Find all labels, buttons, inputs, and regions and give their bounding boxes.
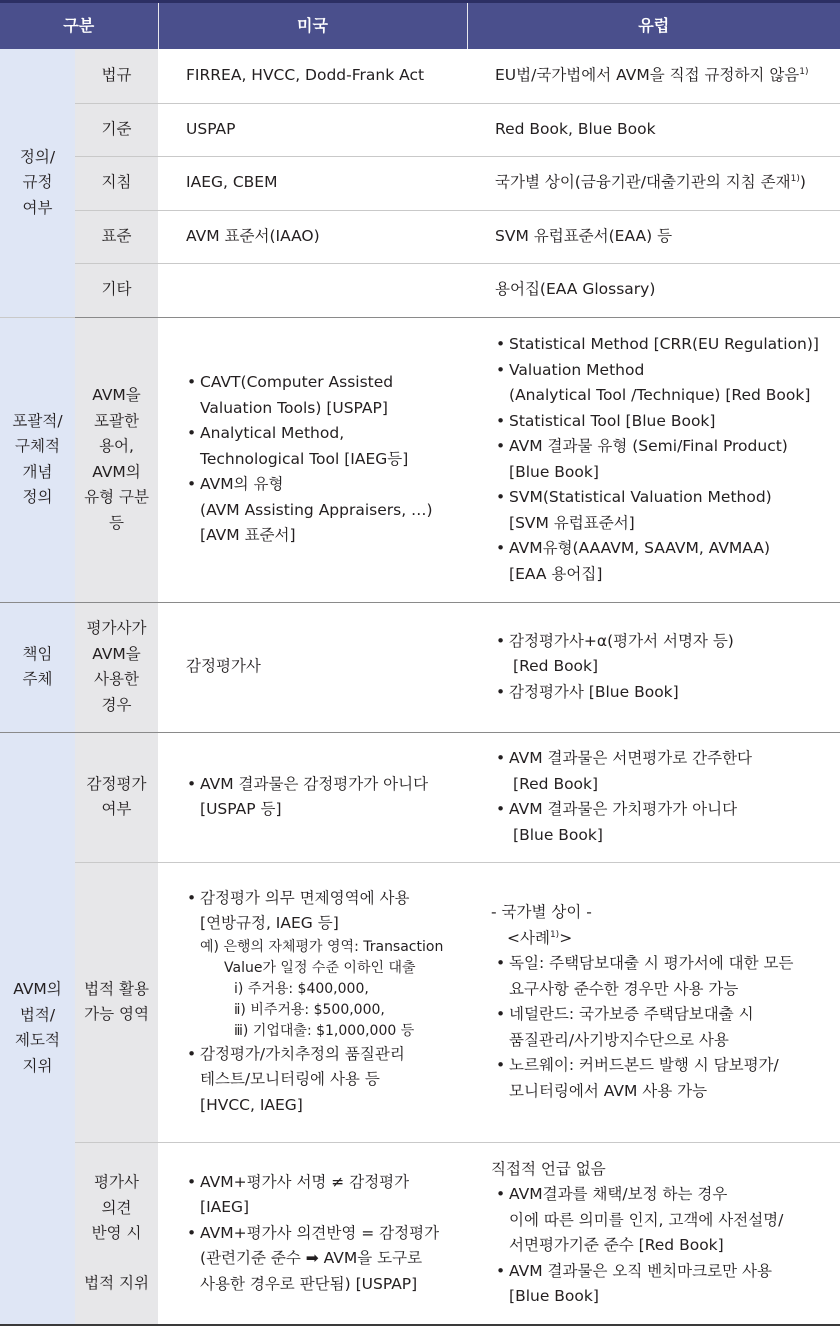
eu-legal-use [467, 862, 840, 1142]
list-item: • AVM결과를 채택/보정 하는 경우 이에 따른 의미를 인지, 고객에 사전설명/ 서면평가기준 준수 [Red Book] [495, 1182, 830, 1259]
table-header-row [0, 2, 840, 50]
table-row [0, 49, 840, 103]
us-appraisal-status [158, 732, 467, 862]
list-item: • AVM 결과물 유형 (Semi/Final Product) [Blue Book] [495, 434, 830, 485]
list-item: • 감정평가사 [Blue Book] [495, 680, 830, 706]
list-item: • AVM 결과물은 오직 벤치마크로만 사용 [Blue Book] [495, 1259, 830, 1310]
table-row [0, 602, 840, 732]
eu-standard: Red Book, Blue Book [467, 103, 840, 156]
header-eu: 유럽 [467, 2, 840, 50]
sub-legal-use: 법적 활용 가능 영역 [75, 862, 158, 1142]
example-note: 예) 은행의 자체평가 영역: Transaction Value가 일정 수준 이하인 대출 ⅰ) 주거용: $400,000, ⅱ) 비주거용: $500,000, ⅲ) 기업대출: $1,000,000 등 [200, 938, 444, 1039]
us-other [158, 263, 467, 317]
list-item: • 감정평가/가치추정의 품질관리 테스트/모니터링에 사용 등 [HVCC, IAEG] [186, 1042, 457, 1119]
header-us: 미국 [158, 2, 467, 50]
eu-legal-use-case: <사례$^{1)}$> [507, 928, 573, 947]
list-item: • 감정평가 의무 면제영역에 사용 [연방규정, IAEG 등] [186, 886, 457, 937]
us-guideline: IAEG, CBEM [158, 156, 467, 210]
list-item: • Valuation Method (Analytical Tool /Technique) [Red Book] [495, 358, 830, 409]
table-row [0, 732, 840, 862]
table-row [0, 210, 840, 263]
table-row [0, 263, 840, 317]
category-concept: 포괄적/ 구체적 개념 정의 [0, 317, 75, 602]
list-item: • AVM 결과물은 서면평가로 간주한다 [Red Book] [495, 746, 830, 797]
us-standard: USPAP [158, 103, 467, 156]
list-item: • 감정평가사+α(평가서 서명자 등) [Red Book] [495, 629, 830, 680]
us-legal-use [158, 862, 467, 1142]
list-item: • 네덜란드: 국가보증 주택담보대출 시 품질관리/사기방지수단으로 사용 [495, 1002, 830, 1053]
eu-responsibility [467, 602, 840, 732]
us-law: FIRREA, HVCC, Dodd-Frank Act [158, 49, 467, 103]
eu-terms [467, 317, 840, 602]
table-row [0, 1142, 840, 1325]
sub-guideline: 지침 [75, 156, 158, 210]
list-item: • AVM+평가사 서명 ≠ 감정평가 [IAEG] [186, 1170, 457, 1221]
sub-law: 법규 [75, 49, 158, 103]
list-item: • AVM+평가사 의견반영 = 감정평가 (관련기준 준수 ➡ AVM을 도구로 사용한 경우로 판단됨) [USPAP] [186, 1221, 457, 1298]
eu-norm: SVM 유럽표준서(EAA) 등 [467, 210, 840, 263]
eu-opinion-status [467, 1142, 840, 1325]
list-item: • 독일: 주택담보대출 시 평가서에 대한 모든 요구사항 준수한 경우만 사용 가능 [495, 951, 830, 1002]
eu-appraisal-status [467, 732, 840, 862]
eu-other: 용어집(EAA Glossary) [467, 263, 840, 317]
sub-other: 기타 [75, 263, 158, 317]
list-item: • AVM의 유형 (AVM Assisting Appraisers, …) [AVM 표준서] [186, 472, 457, 549]
table-row [0, 317, 840, 602]
category-responsibility: 책임 주체 [0, 602, 75, 732]
list-item: • AVM 결과물은 가치평가가 아니다 [Blue Book] [495, 797, 830, 848]
us-norm: AVM 표준서(IAAO) [158, 210, 467, 263]
table-row [0, 103, 840, 156]
eu-legal-use-head: - 국가별 상이 - [491, 903, 592, 921]
sub-appraiser-use: 평가사가 AVM을 사용한 경우 [75, 602, 158, 732]
us-terms [158, 317, 467, 602]
list-item: • CAVT(Computer Assisted Valuation Tools) [USPAP] [186, 370, 457, 421]
table-row [0, 156, 840, 210]
sub-opinion-status: 평가사 의견 반영 시 법적 지위 [75, 1142, 158, 1325]
eu-guideline: 국가별 상이(금융기관/대출기관의 지침 존재$^{1)}$) [467, 156, 840, 210]
us-responsibility: 감정평가사 [158, 602, 467, 732]
list-item: • AVM유형(AAAVM, SAAVM, AVMAA) [EAA 용어집] [495, 536, 830, 587]
sub-norm: 표준 [75, 210, 158, 263]
category-definition: 정의/ 규정 여부 [0, 49, 75, 317]
category-legal-status: AVM의 법적/ 제도적 지위 [0, 732, 75, 1325]
table-row [0, 862, 840, 1142]
list-item: • SVM(Statistical Valuation Method) [SVM 유럽표준서] [495, 485, 830, 536]
eu-opinion-head: 직접적 언급 없음 [491, 1159, 606, 1178]
list-item: • Analytical Method, Technological Tool [IAEG등] [186, 421, 457, 472]
list-item: • 노르웨이: 커버드본드 발행 시 담보평가/ 모니터링에서 AVM 사용 가능 [495, 1053, 830, 1104]
eu-law: EU법/국가법에서 AVM을 직접 규정하지 않음$^{1)}$ [467, 49, 840, 103]
list-item: • Statistical Tool [Blue Book] [495, 409, 830, 435]
sub-appraisal-status: 감정평가 여부 [75, 732, 158, 862]
list-item: • Statistical Method [CRR(EU Regulation)] [495, 332, 830, 358]
list-item: • AVM 결과물은 감정평가가 아니다 [USPAP 등] [186, 772, 457, 823]
header-category: 구분 [0, 2, 158, 50]
sub-standard: 기준 [75, 103, 158, 156]
us-opinion-status [158, 1142, 467, 1325]
sub-terms: AVM을 포괄한 용어, AVM의 유형 구분 등 [75, 317, 158, 602]
